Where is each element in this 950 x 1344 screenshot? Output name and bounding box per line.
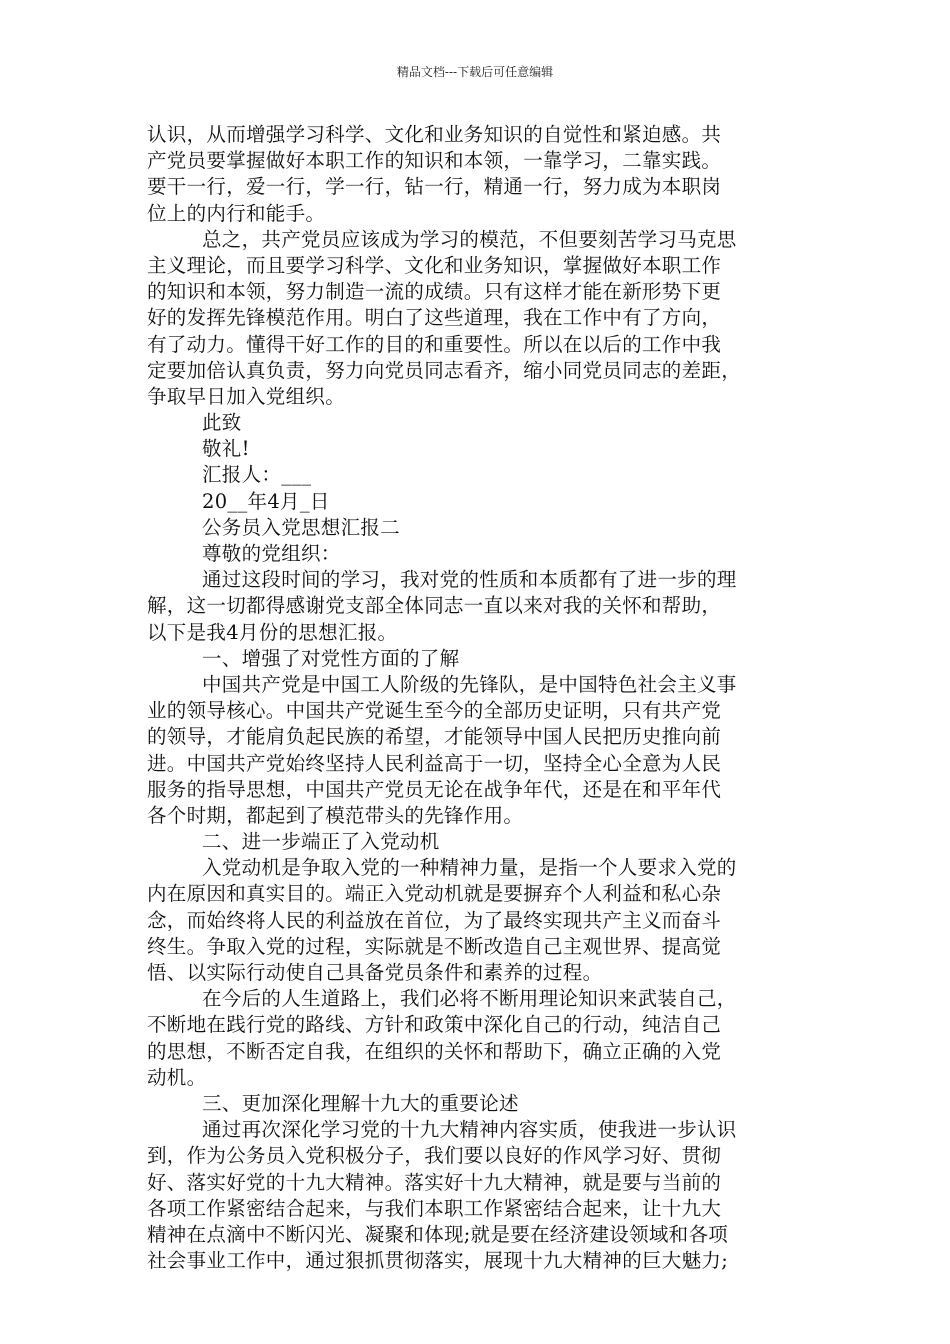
page-header: 精品文档---下载后可任意编辑 [396,65,554,79]
text-line: 解，这一切都得感谢党支部全体同志一直以来对我的关怀和帮助， [147,594,722,618]
text-line: 终生。争取入党的过程，实际就是不断改造自己主观世界、提高觉 [147,934,722,958]
text-line: 尊敬的党组织： [202,542,341,565]
text-line: 业的领导核心。中国共产党诞生至今的全部历史证明，只有共产党 [147,699,722,723]
text-line: 各个时期，都起到了模范带头的先锋作用。 [147,803,524,827]
text-line: 一、增强了对党性方面的了解 [202,646,460,670]
text-line: 好、落实好党的十九大精神。落实好十九大精神，就是要与当前的 [147,1170,722,1194]
text-line: 各项工作紧密结合起来，与我们本职工作紧密结合起来，让十九大 [147,1196,722,1220]
text-line: 服务的指导思想，中国共产党员无论在战争年代，还是在和平年代 [147,777,722,801]
text-line: 入党动机是争取入党的一种精神力量，是指一个人要求入党的 [202,856,737,880]
text-line: 公务员入党思想汇报二 [202,515,401,539]
text-line: 社会事业工作中，通过狠抓贯彻落实，展现十九大精神的巨大魅力; [147,1249,729,1273]
text-line: 内在原因和真实目的。端正入党动机就是要摒弃个人利益和私心杂 [147,882,722,906]
text-line: 汇报人：___ [202,463,312,487]
text-line: 三、更加深化理解十九大的重要论述 [202,1091,519,1115]
text-line: 精神在点滴中不断闪光、凝聚和体现;就是要在经济建设领域和各项 [147,1222,729,1246]
text-line: 通过这段时间的学习，我对党的性质和本质都有了进一步的理 [202,568,737,592]
text-line: 以下是我4月份的思想汇报。 [147,620,398,644]
text-line: 不断地在践行党的路线、方针和政策中深化自己的行动，纯洁自己 [147,1013,722,1037]
text-line: 要干一行，爱一行，学一行，钻一行，精通一行，努力成为本职岗 [147,175,722,199]
text-line: 好的发挥先锋模范作用。明白了这些道理，我在工作中有了方向， [147,306,722,330]
text-line: 到，作为公务员入党积极分子，我们要以良好的作风学习好、贯彻 [147,1144,722,1168]
text-line: 二、进一步端正了入党动机 [202,830,440,854]
text-line: 主义理论，而且要学习科学、文化和业务知识，掌握做好本职工作 [147,253,722,277]
text-line: 此致 [202,411,242,435]
text-line: 认识，从而增强学习科学、文化和业务知识的自觉性和紧迫感。共 [147,123,722,146]
text-line: 的领导，才能肩负起民族的希望，才能领导中国人民把历史推向前 [147,725,722,749]
text-line: 中国共产党是中国工人阶级的先锋队，是中国特色社会主义事 [202,672,737,696]
text-line: 动机。 [147,1065,207,1089]
text-line: 争取早日加入党组织。 [147,384,346,408]
text-line: 位上的内行和能手。 [147,201,326,225]
text-line: 的思想，不断否定自我，在组织的关怀和帮助下，确立正确的入党 [147,1039,722,1063]
text-line: 敬礼! [202,437,250,461]
text-line: 产党员要掌握做好本职工作的知识和本领，一靠学习，二靠实践。 [147,149,722,173]
text-line: 念，而始终将人民的利益放在首位，为了最终实现共产主义而奋斗 [147,908,722,932]
text-line: 通过再次深化学习党的十九大精神内容实质，使我进一步认识 [202,1118,737,1142]
text-line: 的知识和本领，努力制造一流的成绩。只有这样才能在新形势下更 [147,280,722,304]
text-line: 进。中国共产党始终坚持人民利益高于一切，坚持全心全意为人民 [147,751,722,775]
text-line: 定要加倍认真负责，努力向党员同志看齐，缩小同党员同志的差距， [147,358,742,382]
text-line: 悟、以实际行动使自己具备党员条件和素养的过程。 [147,961,603,984]
text-line: 总之，共产党员应该成为学习的模范，不但要刻苦学习马克思 [202,227,737,251]
text-line: 在今后的人生道路上，我们必将不断用理论知识来武装自己， [202,987,737,1011]
document-body [147,122,812,1274]
text-line: 20__年4月_日 [202,489,330,513]
text-line: 有了动力。懂得干好工作的目的和重要性。所以在以后的工作中我 [147,332,722,356]
